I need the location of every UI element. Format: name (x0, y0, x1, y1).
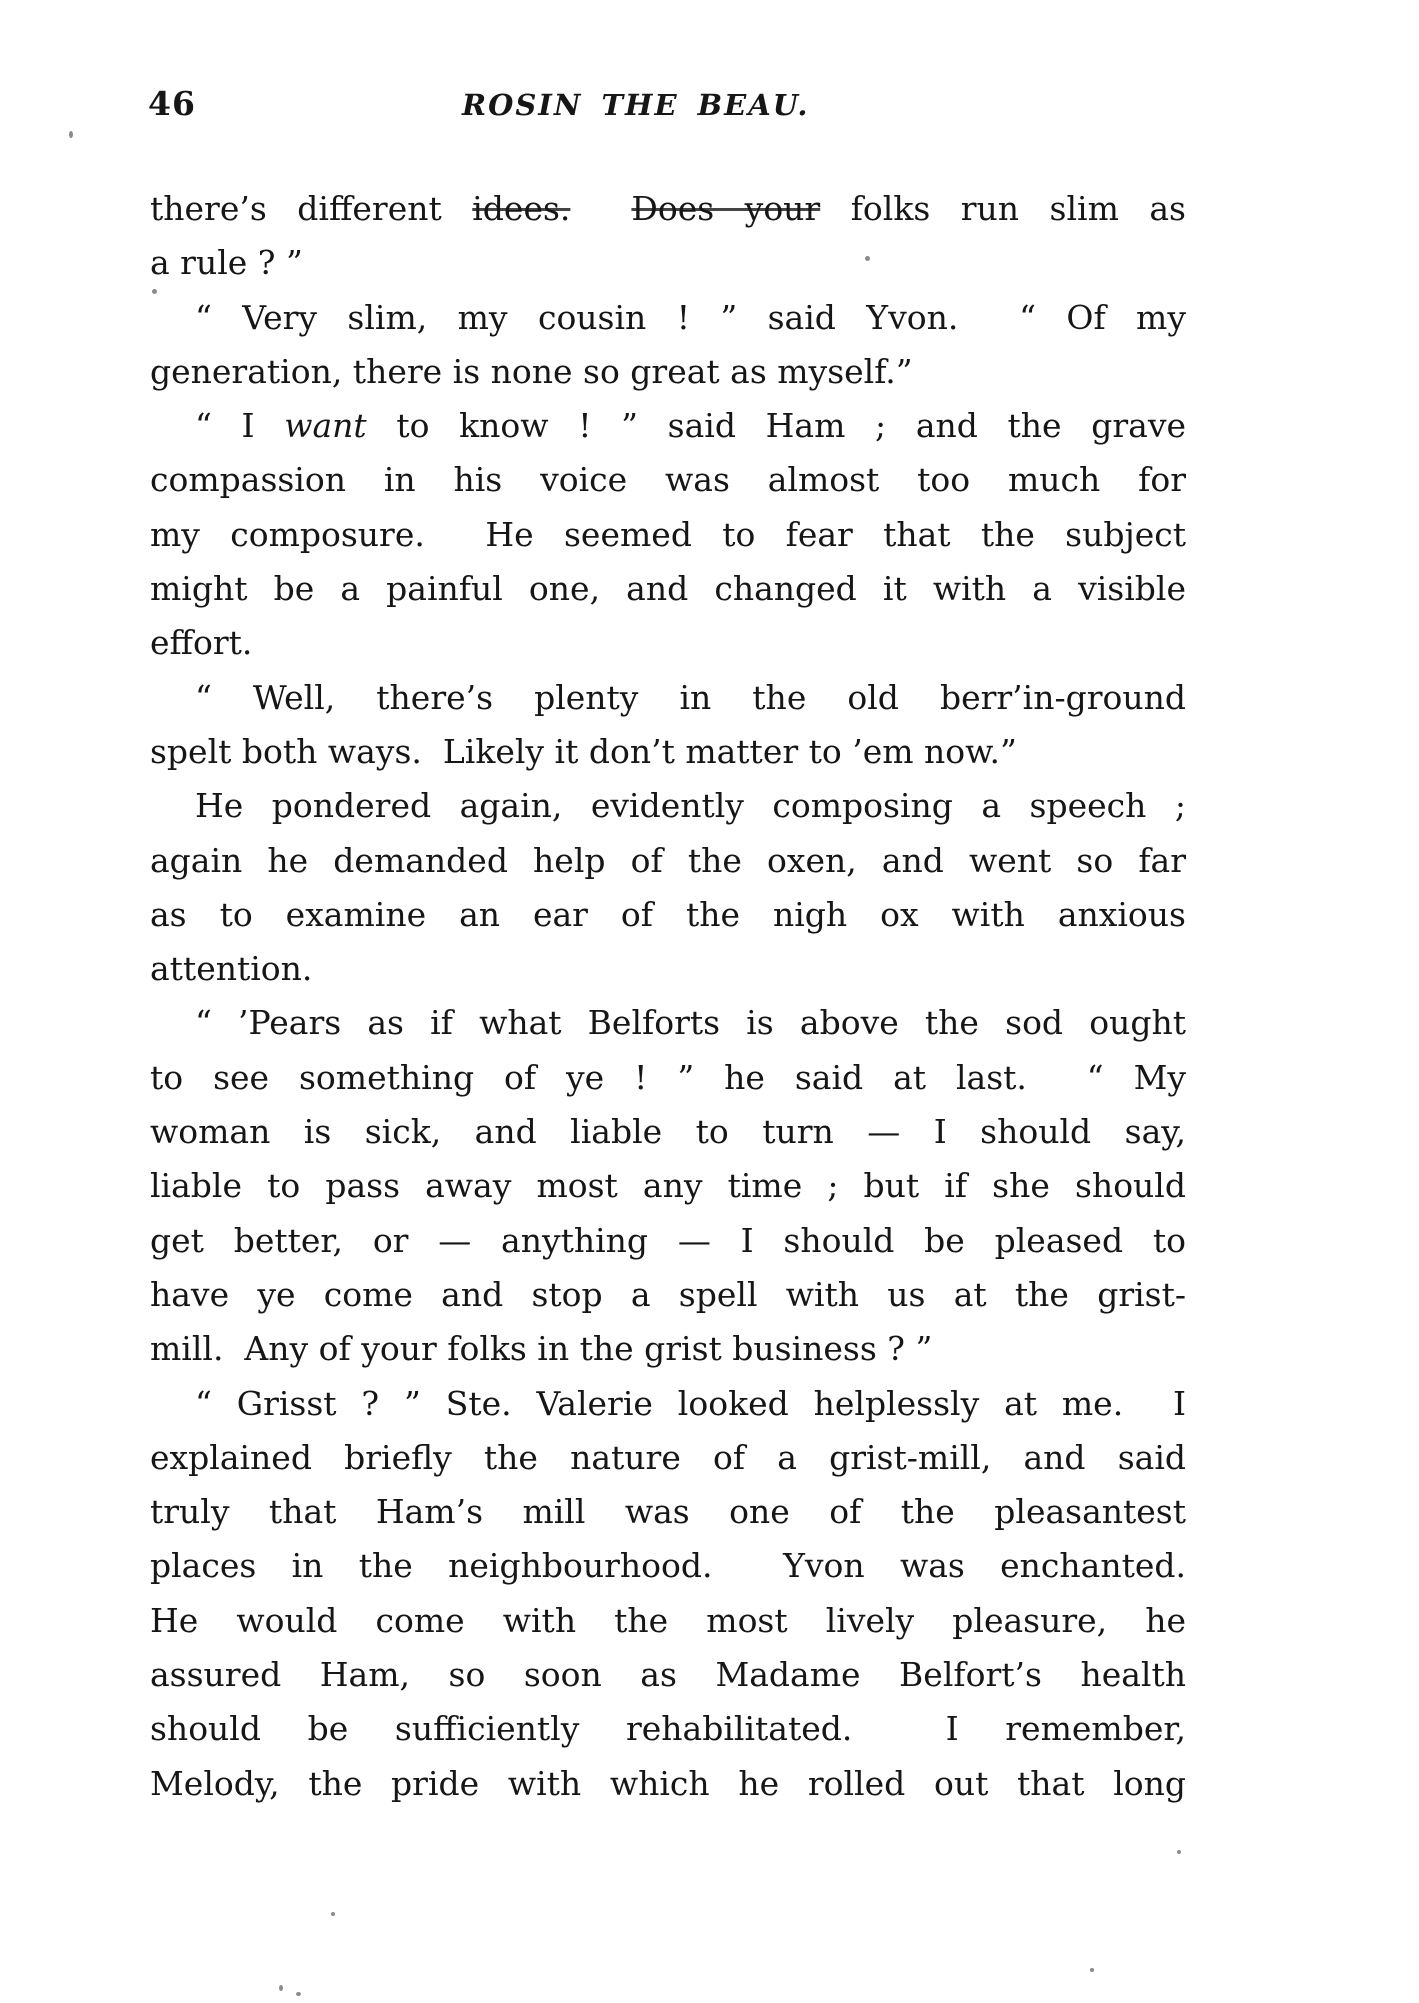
scan-speck (152, 289, 157, 294)
text-line: He pondered again, evidently composing a speech ; (195, 786, 1186, 826)
text-line: truly that Ham’s mill was one of the pleasantest (150, 1492, 1186, 1532)
page-number: 46 (148, 84, 196, 123)
text-segment: “ I (195, 406, 285, 446)
text-line: liable to pass away most any time ; but if she should (150, 1166, 1186, 1206)
text-line: “ Well, there’s plenty in the old berr’in-ground (195, 677, 1186, 717)
text-line: explained briefly the nature of a grist-mill, and said (150, 1437, 1186, 1477)
text-line: assured Ham, so soon as Madame Belfort’s health (150, 1655, 1186, 1695)
scan-speck (279, 1985, 283, 1991)
text-line (150, 399, 1186, 453)
body-text (150, 182, 1186, 1811)
text-segment: there’s different (150, 189, 473, 228)
text-line: spelt both ways. Likely it don’t matter to ’em now.” (150, 731, 1017, 771)
text-line: effort. (150, 623, 253, 663)
text-line: should be sufficiently rehabilitated. I remember, (150, 1709, 1186, 1749)
text-line: “ Very slim, my cousin ! ” said Yvon. “ Of my (195, 297, 1186, 337)
text-line: a rule ? ” (150, 243, 303, 283)
scan-speck (296, 1992, 301, 1996)
text-line: to see something of ye ! ” he said at last. “ My (150, 1057, 1186, 1097)
running-title: ROSIN THE BEAU. (462, 88, 810, 122)
text-line: my composure. He seemed to fear that the subject (150, 514, 1186, 554)
text-line: Melody, the pride with which he rolled out that long (150, 1763, 1186, 1803)
text-line: have ye come and stop a spell with us at the grist- (150, 1274, 1186, 1314)
scan-speck (331, 1912, 335, 1916)
text-line: again he demanded help of the oxen, and went so far (150, 840, 1186, 880)
text-line: as to examine an ear of the nigh ox with anxious (150, 894, 1186, 934)
text-line: compassion in his voice was almost too much for (150, 460, 1186, 500)
text-line: might be a painful one, and changed it with a visible (150, 569, 1186, 609)
text-line: “ Grisst ? ” Ste. Valerie looked helplessly at me. I (195, 1383, 1186, 1423)
text-line: generation, there is none so great as myself.” (150, 351, 913, 391)
italic-word: want (284, 406, 367, 446)
scan-speck (1090, 1968, 1094, 1972)
text-line: He would come with the most lively pleasure, he (150, 1600, 1186, 1640)
text-line: “ ’Pears as if what Belforts is above the sod ought (195, 1003, 1186, 1043)
text-line: attention. (150, 949, 313, 989)
scan-speck (1177, 1850, 1181, 1854)
text-segment: to know ! ” said Ham ; and the grave (366, 406, 1186, 446)
text-segment: folks run slim as (820, 189, 1186, 228)
struck-text: Does your (631, 189, 821, 228)
text-line: woman is sick, and liable to turn — I should say, (150, 1112, 1186, 1152)
scan-speck (69, 131, 73, 138)
text-segment (570, 189, 631, 228)
scan-speck (865, 256, 870, 261)
text-line: get better, or — anything — I should be pleased to (150, 1220, 1186, 1260)
text-line: places in the neighbourhood. Yvon was enchanted. (150, 1546, 1186, 1586)
struck-text: idees. (472, 189, 571, 228)
text-line (150, 182, 1186, 236)
text-line: mill. Any of your folks in the grist business ? ” (150, 1329, 933, 1369)
